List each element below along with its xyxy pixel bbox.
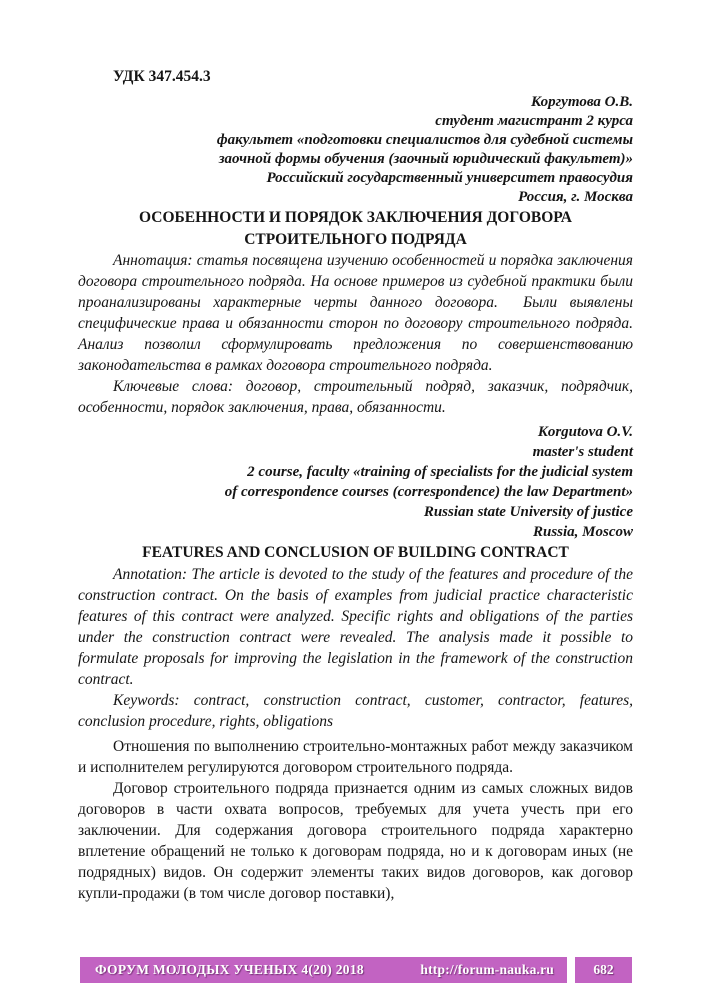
author-name-ru: Коргутова О.В. xyxy=(531,94,633,110)
body-paragraph-1: Отношения по выполнению строительно-монтажных работ между заказчиком и исполнителем регулируются договором строительного подряда. xyxy=(78,737,633,776)
footer-bar xyxy=(80,957,567,983)
body-paragraph-2: Договор строительного подряда признается одним из самых сложных видов договоров в части охвата вопросов, требуемых для учета учесть при его заключении. Для содержания договора строительного подряда характерно вплетение обращений не только к договорам подряда, но и к договорам иных (не подрядных) видов. Он содержит элементы таких видов договоров, как договор купли-продажи (в том числе договор поставки), xyxy=(78,779,633,902)
annotation-en: Annotation: The article is devoted to the study of the features and procedure of the construction contract. On the basis of examples from judicial practice characteristic features of this contract were analyzed. Specific rights and obligations of the parties under the construction contract were revealed. The analysis made it possible to formulate proposals for improving the legislation in the framework of the construction contract. xyxy=(78,565,633,688)
udc-number: УДК 347.454.3 xyxy=(113,68,211,85)
footer-journal-title: ФОРУМ МОЛОДЫХ УЧЕНЫХ 4(20) 2018 xyxy=(95,962,364,977)
article-content xyxy=(78,66,633,904)
annotation-ru: Аннотация: статья посвящена изучению особенностей и порядка заключения договора строительного подряда. На основе примеров из судебной практики были проанализированы характерные черты данного договора. Были выявлены специфические права и обязанности сторон по договору строительного подряда. Анализ позволил сформулировать предложения по совершенствованию законодательства в рамках договора строительного подряда. xyxy=(78,252,633,374)
author-status-ru: студент магистрант 2 курса xyxy=(435,113,633,129)
author-status-en: master's student xyxy=(532,444,633,460)
author-faculty-ru-line2: заочной формы обучения (заочный юридический факультет)» xyxy=(218,151,633,167)
author-location-ru: Россия, г. Москва xyxy=(518,189,633,205)
keywords-en: Keywords: contract, construction contract, customer, contractor, features, conclusion procedure, rights, obligations xyxy=(78,691,633,730)
author-block-en xyxy=(78,422,633,542)
footer-site-link[interactable]: http://forum-nauka.ru xyxy=(420,962,554,977)
article-title-ru: ОСОБЕННОСТИ И ПОРЯДОК ЗАКЛЮЧЕНИЯ ДОГОВОРА СТРОИТЕЛЬНОГО ПОДРЯДА xyxy=(139,209,572,248)
footer-page-number: 682 xyxy=(575,957,632,983)
keywords-ru: Ключевые слова: договор, строительный подряд, заказчик, подрядчик, особенности, порядок заключения, права, обязанности. xyxy=(78,378,633,416)
author-faculty-ru-line1: факультет «подготовки специалистов для судебной системы xyxy=(216,132,633,148)
article-title-en: FEATURES AND CONCLUSION OF BUILDING CONTRACT xyxy=(142,544,569,561)
author-block-ru xyxy=(78,93,633,207)
author-faculty-en-line1: 2 course, faculty «training of specialists for the judicial system xyxy=(247,464,633,480)
author-name-en: Korgutova O.V. xyxy=(537,424,633,440)
author-location-en: Russia, Moscow xyxy=(532,524,633,540)
author-university-en: Russian state University of justice xyxy=(423,504,633,520)
author-faculty-en-line2: of correspondence courses (correspondence) the law Department» xyxy=(224,484,633,500)
author-university-ru: Российский государственный университет правосудия xyxy=(266,170,633,186)
